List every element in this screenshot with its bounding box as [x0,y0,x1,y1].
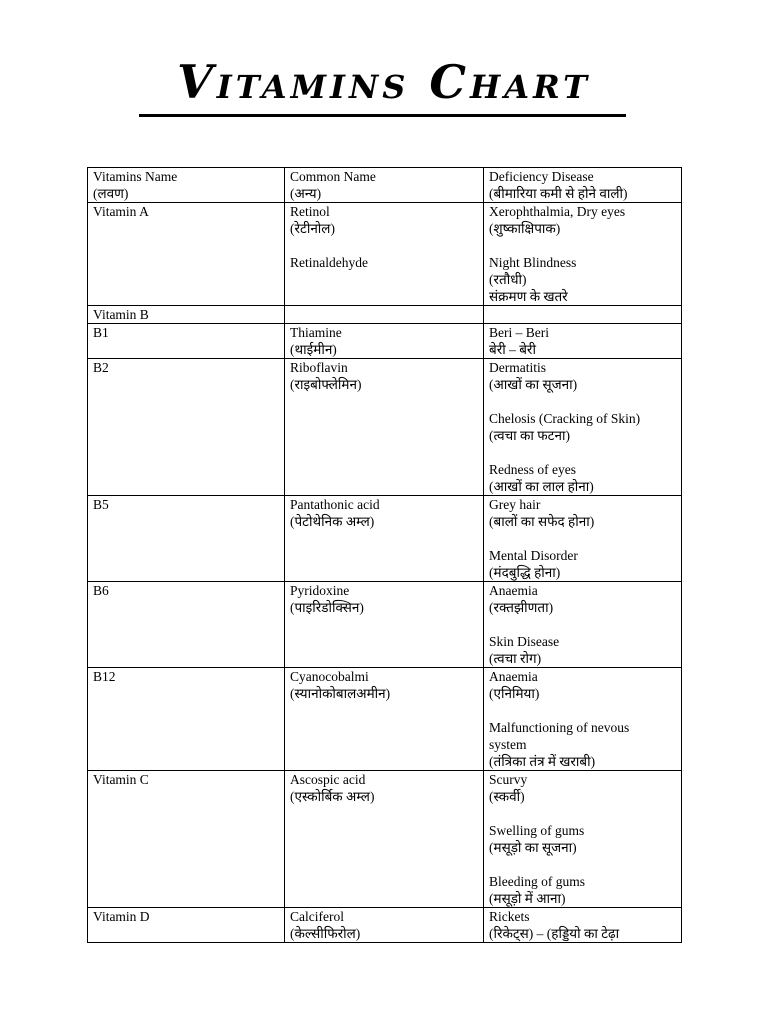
cell-text-line: (रक्तझीणता) [489,600,554,615]
cell-text-line: Night Blindness [489,255,577,270]
common-name-cell [285,496,484,582]
cell-text-line: (रतौधी) [489,272,527,287]
deficiency-disease-cell [484,908,682,943]
table-row [88,771,682,908]
common-name-cell [285,908,484,943]
cell-text-line: Redness of eyes [489,462,576,477]
deficiency-disease-cell [484,668,682,771]
cell-text-line: system [489,737,527,752]
common-name-cell [285,771,484,908]
table-row [88,496,682,582]
common-name-cell [285,582,484,668]
cell-text-line: (आखों का लाल होना) [489,479,594,494]
vitamin-name-cell: Vitamin B [88,306,285,324]
cell-text-line: (बालों का सफेद होना) [489,514,595,529]
deficiency-disease-cell [484,359,682,496]
vitamin-name-cell: B5 [88,496,285,582]
header-cell-deficiency-disease [484,168,682,203]
deficiency-disease-cell [484,496,682,582]
cell-text-line: (मसूड़ो का सूजना) [489,840,577,855]
cell-text-line: Chelosis (Cracking of Skin) [489,411,641,426]
cell-text-line: Cyanocobalmi [290,669,369,684]
common-name-cell [285,306,484,324]
cell-text-line: (स्यानोकोबालअमीन) [290,686,391,701]
cell-text-line: (रेटीनोल) [290,221,335,236]
line-spacer [489,530,676,547]
cell-text-line: (शुष्काक्षिपाक) [489,221,561,236]
table-row [88,908,682,943]
deficiency-disease-cell [484,771,682,908]
cell-text-line: Dermatitis [489,360,546,375]
cell-text-line: Pyridoxine [290,583,350,598]
header-label-hindi: (बीमारिया कमी से होने वाली) [489,186,628,201]
vitamin-name-cell: B12 [88,668,285,771]
cell-text-line: Retinol [290,204,330,219]
line-spacer [489,444,676,461]
deficiency-disease-cell [484,582,682,668]
page-title: Vitamins Chart [177,55,591,109]
cell-text-line: (राइबोफ्लेमिन) [290,377,362,392]
cell-text-line: Xerophthalmia, Dry eyes [489,204,626,219]
table-header-row [88,168,682,203]
cell-text-line: Skin Disease [489,634,560,649]
vitamin-name-cell: B6 [88,582,285,668]
header-label: Vitamins Name [93,169,178,184]
cell-text-line: संक्रमण के खतरे [489,289,568,304]
header-label-hindi: (लवण) [93,186,129,201]
cell-text-line: (त्वचा का फटना) [489,428,570,443]
cell-text-line: Beri – Beri [489,325,549,340]
cell-text-line: Malfunctioning of nevous [489,720,630,735]
cell-text-line: (पेटोथेनिक अम्ल) [290,514,375,529]
table-row [88,668,682,771]
cell-text-line: (तंत्रिका तंत्र में खराबी) [489,754,596,769]
table-row [88,324,682,359]
cell-text-line: (थाईमीन) [290,342,337,357]
header-label: Deficiency Disease [489,169,594,184]
cell-text-line: Thiamine [290,325,342,340]
line-spacer [290,237,478,254]
table-row [88,203,682,306]
deficiency-disease-cell [484,324,682,359]
line-spacer [489,237,676,254]
table-row [88,359,682,496]
table-row [88,582,682,668]
line-spacer [489,616,676,633]
cell-text-line: Ascospic acid [290,772,366,787]
line-spacer [489,805,676,822]
cell-text-line: (आखों का सूजना) [489,377,578,392]
cell-text-line: Riboflavin [290,360,348,375]
cell-text-line: (रिकेट्स) – (हड्डियो का टेढ़ा [489,926,620,941]
header-cell-vitamin-name [88,168,285,203]
common-name-cell [285,668,484,771]
cell-text-line: (केल्सीफिरोल) [290,926,361,941]
cell-text-line: Grey hair [489,497,541,512]
cell-text-line: (मसूड़ो में आना) [489,891,566,906]
common-name-cell [285,203,484,306]
vitamins-table [87,167,682,943]
vitamin-name-cell: B1 [88,324,285,359]
cell-text-line: (एस्कोर्बिक अम्ल) [290,789,375,804]
cell-text-line: (त्वचा रोग) [489,651,542,666]
vitamin-name-cell: Vitamin D [88,908,285,943]
common-name-cell [285,324,484,359]
deficiency-disease-cell [484,306,682,324]
vitamin-name-cell: Vitamin C [88,771,285,908]
vitamin-name-cell: B2 [88,359,285,496]
cell-text-line: Retinaldehyde [290,255,368,270]
header-label-hindi: (अन्य) [290,186,322,201]
cell-text-line: Bleeding of gums [489,874,585,889]
cell-text-line: Scurvy [489,772,528,787]
cell-text-line: Swelling of gums [489,823,585,838]
vitamin-name-cell: Vitamin A [88,203,285,306]
header-cell-common-name [285,168,484,203]
cell-text-line: (पाइरिडोक्सिन) [290,600,364,615]
header-label: Common Name [290,169,376,184]
page-title-wrap [0,52,768,112]
cell-text-line: Pantathonic acid [290,497,380,512]
line-spacer [489,702,676,719]
title-underline [139,114,626,117]
cell-text-line: (स्कर्वी) [489,789,525,804]
cell-text-line: (मंदबुद्धि होना) [489,565,561,580]
line-spacer [489,393,676,410]
deficiency-disease-cell [484,203,682,306]
cell-text-line: Mental Disorder [489,548,578,563]
cell-text-line: Calciferol [290,909,344,924]
table-row [88,306,682,324]
cell-text-line: बेरी – बेरी [489,342,536,357]
line-spacer [489,856,676,873]
cell-text-line: Anaemia [489,669,538,684]
common-name-cell [285,359,484,496]
cell-text-line: (एनिमिया) [489,686,540,701]
cell-text-line: Anaemia [489,583,538,598]
cell-text-line: Rickets [489,909,530,924]
